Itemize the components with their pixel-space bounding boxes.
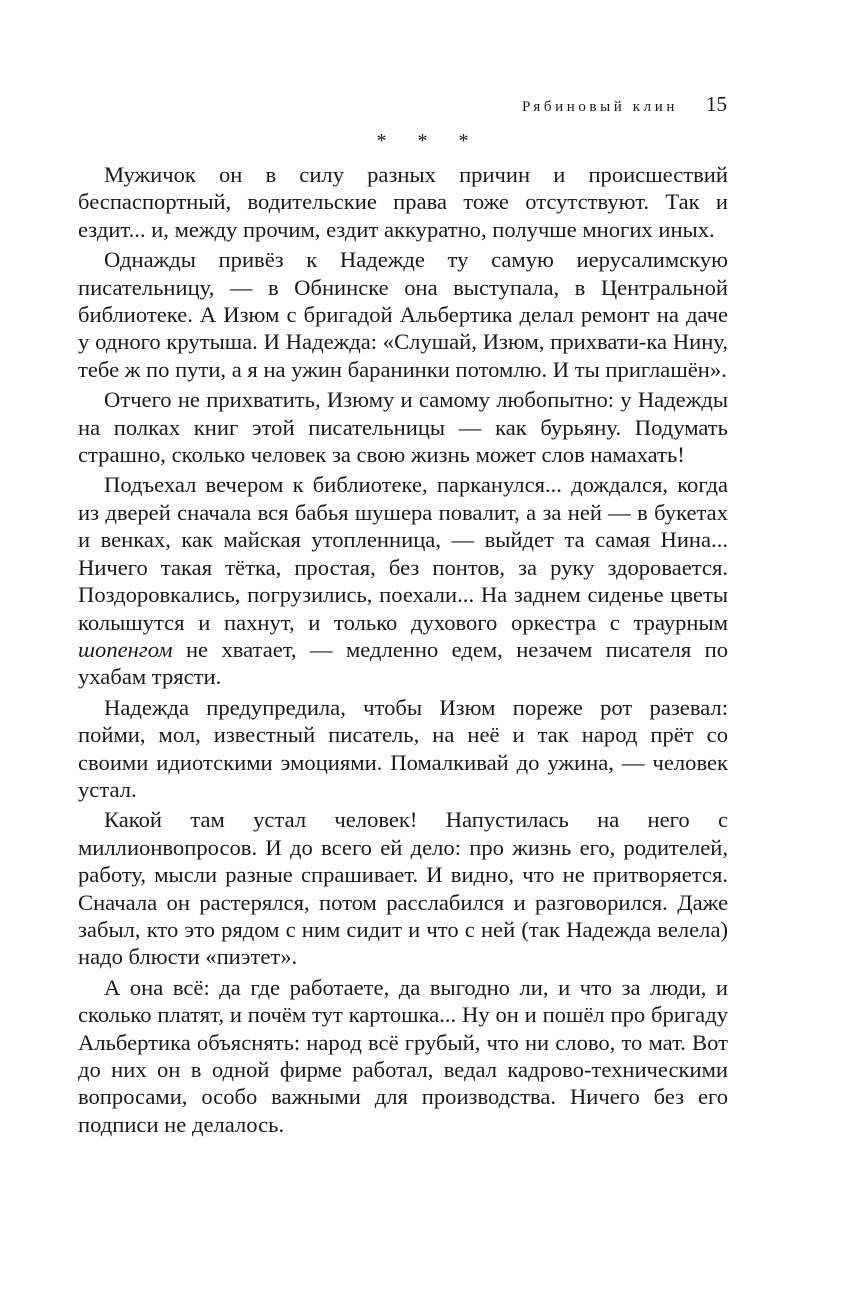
- paragraph-text: Подъехал вечером к библиотеке, парканулся... дождался, когда из дверей сначала вся бабья шушера повалит, а за ней — в букетах и венках, как майская утопленница, — выйдет та самая Нина... Ничего такая тётка, простая, без понтов, за руку здоровается. Поздоровкались, погрузились, поехали... На заднем сиденье цветы колышутся и пахнут, и только духового оркестра с траурным: [78, 472, 728, 635]
- paragraph: [78, 471, 728, 690]
- paragraph: Однажды привёз к Надежде ту самую иерусалимскую писательницу, — в Обнинске она выступала, в Центральной библиотеке. А Изюм с бригадой Альбертика делал ремонт на даче у одного крутыша. И Надежда: «Слушай, Изюм, прихвати-ка Нину, тебе ж по пути, а я на ужин баранинки потомлю. И ты приглашён».: [78, 247, 728, 382]
- paragraph: А она всё: да где работаете, да выгодно ли, и что за люди, и сколько платят, и почём тут картошка... Ну он и пошёл про бригаду Альбертика объяснять: народ всё грубый, что ни слово, то мат. Вот до них он в одной фирме работал, ведал кадрово-техническими вопросами, особо важными для производства. Ничего без его подписи не делалось.: [78, 974, 728, 1137]
- paragraph-text: не хватает, — медленно едем, незачем писателя по ухабам трясти.: [78, 636, 728, 690]
- running-header: [522, 92, 727, 117]
- paragraph: Отчего не прихватить, Изюму и самому любопытно: у Надежды на полках книг этой писательницы — как бурьяну. Подумать страшно, сколько человек за свою жизнь может слов намахать!: [78, 387, 728, 468]
- page-number: 15: [706, 92, 727, 116]
- paragraph: Какой там устал человек! Напустилась на него с миллионвопросов. И до всего ей дело: про жизнь его, родителей, работу, мысли разные спрашивает. И видно, что не притворяется. Сначала он растерялся, потом расслабился и разговорился. Даже забыл, кто это рядом с ним сидит и что с ней (так Надежда велела) надо блюсти «пиэтет».: [78, 807, 728, 970]
- body-text: [78, 161, 728, 1138]
- paragraph: Мужичок он в силу разных причин и происшествий беспаспортный, водительские права тоже отсутствуют. Так и ездит... и, между прочим, ездит аккуратно, получше многих иных.: [78, 162, 728, 242]
- italic-word: шопенгом: [78, 636, 173, 662]
- running-title: Рябиновый клин: [521, 99, 678, 115]
- paragraph: Надежда предупредила, чтобы Изюм пореже рот разевал: пойми, мол, известный писатель, на неё и так народ прёт со своими идиотскими эмоциями. Помалкивай до ужина, — человек устал.: [78, 694, 728, 802]
- section-separator: * * *: [376, 130, 482, 152]
